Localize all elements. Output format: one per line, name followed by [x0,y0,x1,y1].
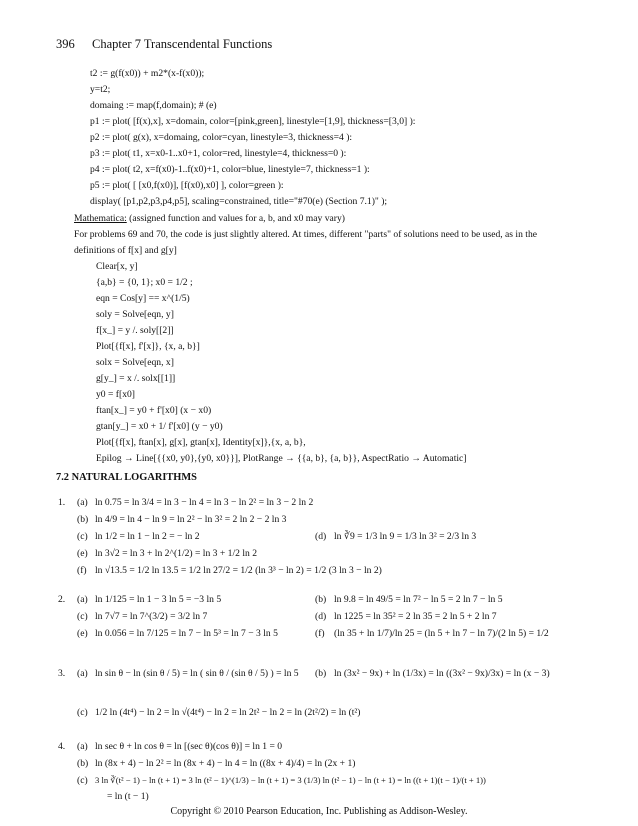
part-label: (c) [77,611,88,622]
part-expression: 1/2 ln (4t⁴) − ln 2 = ln √(4t⁴) − ln 2 = ln 2t² − ln 2 = ln (2t²/2) = ln (t²) [95,707,361,718]
part-label: (e) [77,548,88,559]
part-expression: ln (8x + 4) − ln 2² = ln (8x + 4) − ln 4 = ln ((8x + 4)/4) = ln (2x + 1) [95,758,356,769]
mathematica-intro [74,211,345,227]
copyright-footer: Copyright © 2010 Pearson Education, Inc. Publishing as Addison-Wesley. [170,806,468,817]
part-label: (c) [77,531,88,542]
part-expression: ln 1225 = ln 35² = 2 ln 35 = 2 ln 5 + 2 ln 7 [334,611,497,622]
maple-code-line: p5 := plot( [ [x0,f(x0)], [f(x0),x0] ], color=green ): [90,180,284,191]
part-expression: ln sec θ + ln cos θ = ln [(sec θ)(cos θ)] = ln 1 = 0 [95,741,283,752]
chapter-title: Chapter 7 Transcendental Functions [92,37,273,51]
part-expression: ln √13.5 = 1/2 ln 13.5 = 1/2 ln 27/2 = 1/2 (ln 3³ − ln 2) = 1/2 (3 ln 3 − ln 2) [95,565,382,576]
problem-number: 2. [58,594,66,605]
problem-number: 4. [58,741,66,752]
mathematica-code-line: gtan[y_] = x0 + 1/ f'[x0] (y − y0) [96,421,223,432]
part-label: (b) [315,668,327,679]
part-expression-continuation: = ln (t − 1) [107,791,149,802]
mathematica-code-line: g[y_] = x /. solx[[1]] [96,373,176,384]
mathematica-code-line: ftan[x_] = y0 + f'[x0] (x − x0) [96,405,212,416]
mathematica-paragraph-line: For problems 69 and 70, the code is just slightly altered. At times, different "parts" of solutions need to be used, as in the [74,229,538,240]
part-label: (a) [77,594,88,605]
mathematica-code-line: f[x_] = y /. soly[[2]] [96,325,174,336]
part-expression: ln 3√2 = ln 3 + ln 2^(1/2) = ln 3 + 1/2 ln 2 [95,548,257,559]
mathematica-label: Mathematica: [74,213,127,224]
mathematica-code-line: Plot[{f[x], f'[x]}, {x, a, b}] [96,341,200,352]
part-label: (a) [77,668,88,679]
part-expression: ln 7√7 = ln 7^(3/2) = 3/2 ln 7 [95,611,208,622]
maple-code-line: display( [p1,p2,p3,p4,p5], scaling=constrained, title="#70(e) (Section 7.1)" ); [90,196,388,207]
problem-number: 3. [58,668,66,679]
part-label: (c) [77,775,88,786]
part-expression: ln 9.8 = ln 49/5 = ln 7² − ln 5 = 2 ln 7 − ln 5 [334,594,503,605]
part-label: (b) [77,514,89,525]
mathematica-paragraph-line: definitions of f[x] and g[y] [74,245,177,256]
mathematica-code-line: eqn = Cos[y] == x^(1/5) [96,293,190,304]
maple-code-line: y=t2; [90,84,111,95]
part-label: (a) [77,497,88,508]
part-label: (f) [77,565,87,576]
mathematica-code-line: Clear[x, y] [96,261,138,272]
mathematica-code-line: {a,b} = {0, 1}; x0 = 1/2 ; [96,277,193,288]
page-header [56,37,272,52]
maple-code-line: p4 := plot( t2, x=f(x0)-1..f(x0)+1, color=blue, linestyle=7, thickness=1 ): [90,164,370,175]
mathematica-code-line: Epilog → Line[{{x0, y0},{y0, x0}}], PlotRange → {{a, b}, {a, b}}, AspectRatio → Automatic] [96,453,467,464]
part-expression: ln sin θ − ln (sin θ / 5) = ln ( sin θ / (sin θ / 5) ) = ln 5 [95,668,299,679]
part-label: (d) [315,611,327,622]
part-expression: ln ∛9 = 1/3 ln 9 = 1/3 ln 3² = 2/3 ln 3 [334,531,477,542]
mathematica-code-line: solx = Solve[eqn, x] [96,357,174,368]
maple-code-line: domaing := map(f,domain); # (e) [90,100,217,111]
mathematica-code-line: soly = Solve[eqn, y] [96,309,174,320]
part-expression: ln (3x² − 9x) + ln (1/3x) = ln ((3x² − 9x)/3x) = ln (x − 3) [334,668,550,679]
part-expression: 3 ln ∛(t² − 1) − ln (t + 1) = 3 ln (t² − 1)^(1/3) − ln (t + 1) = 3 (1/3) ln (t² − 1) − ln (t + 1) = ln ((t + 1)(t − 1)/(t + 1)) [95,775,486,785]
part-label: (b) [315,594,327,605]
part-label: (c) [77,707,88,718]
section-title: 7.2 NATURAL LOGARITHMS [56,472,197,483]
part-label: (d) [315,531,327,542]
maple-code-line: t2 := g(f(x0)) + m2*(x-f(x0)); [90,68,205,79]
part-label: (e) [77,628,88,639]
part-label: (f) [315,628,325,639]
part-label: (b) [77,758,89,769]
mathematica-note: (assigned function and values for a, b, and x0 may vary) [126,213,345,224]
part-label: (a) [77,741,88,752]
maple-code-line: p2 := plot( g(x), x=domaing, color=cyan, linestyle=3, thickness=4 ): [90,132,353,143]
problem-number: 1. [58,497,66,508]
part-expression: ln 1/2 = ln 1 − ln 2 = − ln 2 [95,531,200,542]
page-number: 396 [56,37,75,51]
part-expression: ln 1/125 = ln 1 − 3 ln 5 = −3 ln 5 [95,594,222,605]
maple-code-line: p1 := plot( [f(x),x], x=domain, color=[pink,green], linestyle=[1,9], thickness=[3,0] ): [90,116,416,127]
mathematica-code-line: y0 = f[x0] [96,389,135,400]
maple-code-line: p3 := plot( t1, x=x0-1..x0+1, color=red, linestyle=4, thickness=0 ): [90,148,347,159]
part-expression: (ln 35 + ln 1/7)/ln 25 = (ln 5 + ln 7 − ln 7)/(2 ln 5) = 1/2 [334,628,549,639]
part-expression: ln 4/9 = ln 4 − ln 9 = ln 2² − ln 3² = 2 ln 2 − 2 ln 3 [95,514,287,525]
part-expression: ln 0.056 = ln 7/125 = ln 7 − ln 5³ = ln 7 − 3 ln 5 [95,628,278,639]
mathematica-code-line: Plot[{f[x], ftan[x], g[x], gtan[x], Identity[x]},{x, a, b}, [96,437,306,448]
part-expression: ln 0.75 = ln 3/4 = ln 3 − ln 4 = ln 3 − ln 2² = ln 3 − 2 ln 2 [95,497,314,508]
